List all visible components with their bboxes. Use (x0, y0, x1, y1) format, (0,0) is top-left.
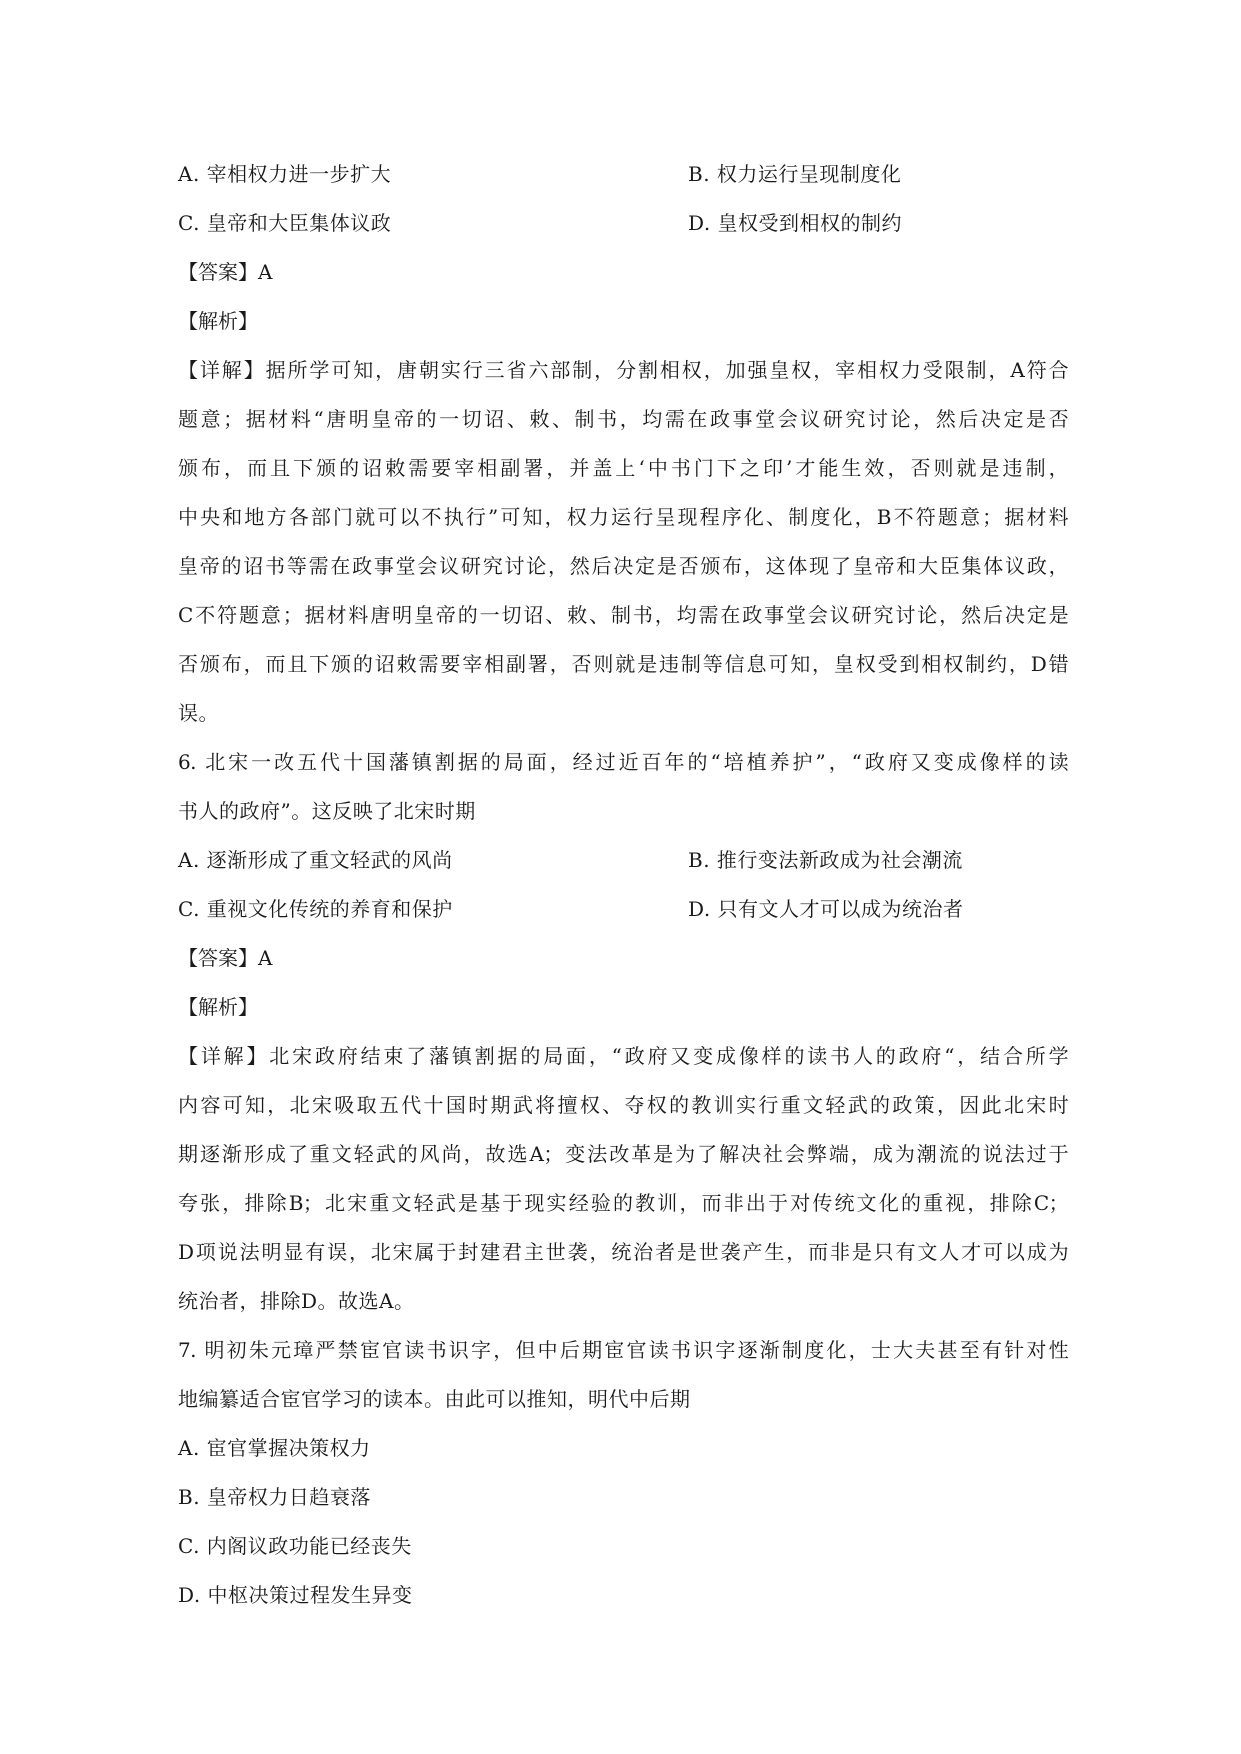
q5-detail-line-4: 中央和地方各部门就可以不执行”可知，权力运行呈现程序化、制度化，B不符题意；据材料 (178, 505, 1068, 529)
q5-analysis-heading: 【解析】 (178, 309, 258, 333)
q6-analysis-heading: 【解析】 (178, 995, 258, 1019)
q7-stem-line-1: 7. 明初朱元璋严禁宦官读书识字，但中后期宦官读书识字逐渐制度化，士大夫甚至有针对性 (178, 1338, 1068, 1362)
q7-option-c: C. 内阁议政功能已经丧失 (178, 1534, 412, 1558)
q5-detail-line-1: 【详解】据所学可知，唐朝实行三省六部制，分割相权，加强皇权，宰相权力受限制，A符合 (178, 358, 1068, 382)
q7-stem-line-2: 地编纂适合宦官学习的读本。由此可以推知，明代中后期 (178, 1387, 691, 1411)
q6-option-a: A. 逐渐形成了重文轻武的风尚 (178, 848, 453, 872)
q6-answer: 【答案】A (178, 946, 273, 970)
q5-option-c: C. 皇帝和大臣集体议政 (178, 211, 392, 235)
q6-stem-line-2: 书人的政府”。这反映了北宋时期 (178, 799, 476, 823)
q5-answer: 【答案】A (178, 260, 273, 284)
q5-detail-line-7: 否颁布，而且下颁的诏敕需要宰相副署，否则就是违制等信息可知，皇权受到相权制约，D错 (178, 652, 1068, 676)
q5-detail-line-6: C不符题意；据材料唐明皇帝的一切诏、敕、制书，均需在政事堂会议研究讨论，然后决定是 (178, 603, 1068, 627)
q6-option-d: D. 只有文人才可以成为统治者 (688, 897, 964, 921)
q5-option-a: A. 宰相权力进一步扩大 (178, 162, 392, 186)
q7-option-a: A. 宦官掌握决策权力 (178, 1436, 371, 1460)
q6-detail-line-4: 夸张，排除B；北宋重文轻武是基于现实经验的教训，而非出于对传统文化的重视，排除C； (178, 1191, 1068, 1215)
q5-detail-line-5: 皇帝的诏书等需在政事堂会议研究讨论，然后决定是否颁布，这体现了皇帝和大臣集体议政， (178, 554, 1068, 578)
q6-stem-line-1: 6. 北宋一改五代十国藩镇割据的局面，经过近百年的“培植养护”，“政府又变成像样的读 (178, 750, 1068, 774)
q5-option-b: B. 权力运行呈现制度化 (688, 162, 902, 186)
q7-option-d: D. 中枢决策过程发生异变 (178, 1583, 413, 1607)
q5-detail-line-8: 误。 (178, 701, 219, 725)
q5-detail-line-3: 颁布，而且下颁的诏敕需要宰相副署，并盖上‘中书门下之印’才能生效，否则就是违制， (178, 456, 1068, 480)
q6-option-b: B. 推行变法新政成为社会潮流 (688, 848, 963, 872)
q5-option-d: D. 皇权受到相权的制约 (688, 211, 903, 235)
q5-detail-line-2: 题意；据材料“唐明皇帝的一切诏、敕、制书，均需在政事堂会议研究讨论，然后决定是否 (178, 407, 1068, 431)
q6-detail-line-3: 期逐渐形成了重文轻武的风尚，故选A；变法改革是为了解决社会弊端，成为潮流的说法过于 (178, 1142, 1068, 1166)
q6-detail-line-6: 统治者，排除D。故选A。 (178, 1289, 415, 1313)
q6-detail-line-1: 【详解】北宋政府结束了藩镇割据的局面，“政府又变成像样的读书人的政府“，结合所学 (178, 1044, 1068, 1068)
q6-option-c: C. 重视文化传统的养育和保护 (178, 897, 453, 921)
q6-detail-line-5: D项说法明显有误，北宋属于封建君主世袭，统治者是世袭产生，而非是只有文人才可以成为 (178, 1240, 1068, 1264)
q7-option-b: B. 皇帝权力日趋衰落 (178, 1485, 371, 1509)
q6-detail-line-2: 内容可知，北宋吸取五代十国时期武将擅权、夺权的教训实行重文轻武的政策，因此北宋时 (178, 1093, 1068, 1117)
